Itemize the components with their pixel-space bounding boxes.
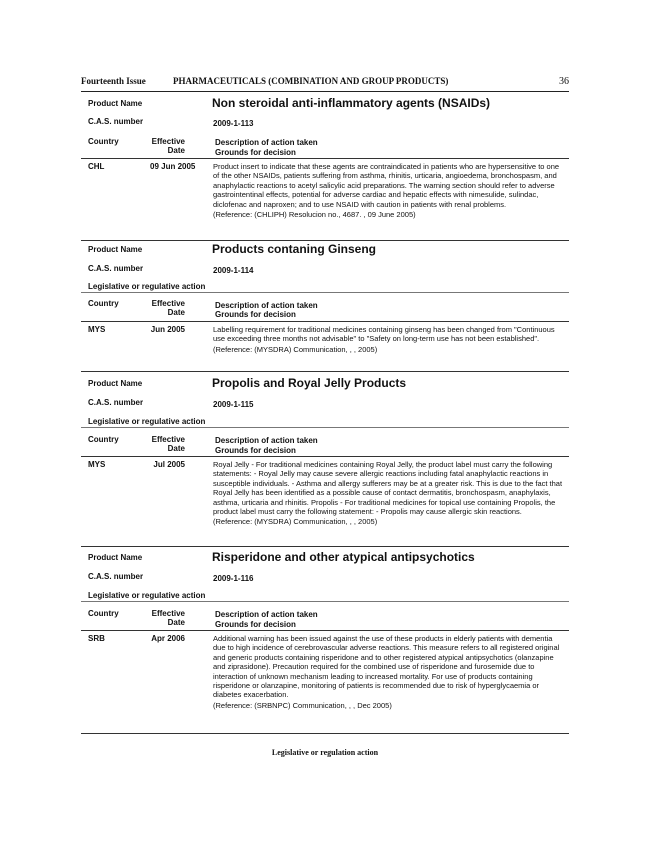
grounds-column-header: Grounds for decision [215,148,296,157]
description-column-header: Description of action taken [215,301,318,310]
description-text: Product insert to indicate that these agents are contraindicated in patients who are hypersensitive to one of the other NSAIDs, patients suffering from asthma, rhinitis, urticaria, angioedema, bronchospasm, and anaphylactic reactions to acetyl salicylic acid preparations. The warning section should refer to adverse gastrointentinal effects, potential for adverse cardiac and hepatic effects with nimesulide, sulindac, diclofenac and naproxen; and to use NSAID with caution in patients with renal problems. [213,162,560,209]
cas-number-label: C.A.S. number [88,572,144,581]
legislative-action-label: Legislative or regulative action [88,417,206,426]
legislative-action-label: Legislative or regulative action [88,591,206,600]
reference-text: (Reference: (CHLIPH) Resolucion no., 4687. , 09 June 2005) [213,210,416,220]
country-column-header: Country [88,137,119,146]
description-column-header: Description of action taken [215,610,318,619]
country-column-header: Country [88,435,119,444]
action-description [213,162,565,219]
action-country: CHL [88,162,105,171]
product-name-label: Product Name [88,553,143,562]
action-description [213,634,565,710]
action-country: SRB [88,634,105,643]
page-number: 36 [559,76,569,87]
date-column-header: Date [167,308,185,317]
section-divider [81,371,569,372]
cas-number: 2009-1-113 [213,119,254,128]
description-column-header: Description of action taken [215,138,318,147]
description-text: Royal Jelly - For traditional medicines containing Royal Jelly, the product label must carry the following statements: - Royal Jelly may cause severe allergic reactions including fatal anaphylactic reactions in susceptible individuals. - Asthma and allergy sufferers may be at a greater risk. This is due to the fact that Royal Jelly has been identified as a possible cause of contact dermatitis, bronchospasm, anaphylaxis, asthma, urticaria and rhinitis. Propolis - For traditional medicines for topical use containing Propolis, the product label must carry the following statement: - Propolis may cause allergic skin reactions. [213,460,563,517]
document-title: PHARMACEUTICALS (COMBINATION AND GROUP PRODUCTS) [173,76,449,86]
cas-number: 2009-1-116 [213,574,254,583]
effective-column-header: Effective [151,137,185,146]
action-description [213,325,565,354]
action-country: MYS [88,460,106,469]
legislative-divider [81,292,569,293]
product-name: Risperidone and other atypical antipsychotics [212,550,475,564]
product-name: Propolis and Royal Jelly Products [212,376,407,390]
cas-number: 2009-1-115 [213,400,254,409]
action-country: MYS [88,325,106,334]
cas-number: 2009-1-114 [213,266,254,275]
column-header-divider [81,321,569,322]
issue-label: Fourteenth Issue [81,76,146,86]
page-header [81,76,569,90]
product-name-label: Product Name [88,379,143,388]
date-column-header: Date [167,146,185,155]
section-divider [81,546,569,547]
description-text: Labelling requirement for traditional medicines containing ginseng has been changed from "Continuous use exceeding three months not advisable" to "Safety on long-term use has not been established". [213,325,555,344]
country-column-header: Country [88,609,119,618]
column-header-divider [81,456,569,457]
grounds-column-header: Grounds for decision [215,620,296,629]
country-column-header: Country [88,299,119,308]
column-header-divider [81,630,569,631]
action-description [213,460,565,527]
action-date: Jul 2005 [153,460,185,469]
reference-text: (Reference: (MYSDRA) Communication, , , 2005) [213,344,378,354]
effective-column-header: Effective [151,299,185,308]
description-text: Additional warning has been issued against the use of these products in elderly patients with dementia due to high incidence of cerebrovascular adverse reactions. This measure refers to all registered original and generic products containing risperidone and to other registered atypical antipsychotics (olanzapine and ziprasidone). Precaution required for the combined use of risperidone and furosemide due to interaction of unknown mechanism leading to increased mortality. For use of products containing risperidone or olanzapine, monitoring of patients is recommended due to risk of hyperglycaemia or diabetes exacerbation. [213,634,560,700]
action-date: Jun 2005 [150,325,185,334]
description-column-header: Description of action taken [215,436,318,445]
cas-number-label: C.A.S. number [88,117,144,126]
page-footer: Legislative or regulation action [271,748,379,757]
legislative-action-label: Legislative or regulative action [88,282,206,291]
grounds-column-header: Grounds for decision [215,446,296,455]
product-name: Non steroidal anti-inflammatory agents (NSAIDs) [212,96,491,110]
grounds-column-header: Grounds for decision [215,310,296,319]
section-divider [81,240,569,241]
legislative-divider [81,601,569,602]
product-name-label: Product Name [88,245,143,254]
product-name-label: Product Name [88,99,143,108]
product-name: Products contaning Ginseng [212,242,377,256]
date-column-header: Date [167,444,185,453]
effective-column-header: Effective [151,435,185,444]
header-divider [81,91,569,92]
section-divider [81,733,569,734]
date-column-header: Date [167,618,185,627]
reference-text: (Reference: (MYSDRA) Communication, , , 2005) [213,517,378,527]
column-header-divider [81,158,569,159]
cas-number-label: C.A.S. number [88,398,144,407]
action-date: Apr 2006 [151,634,185,643]
legislative-divider [81,427,569,428]
reference-text: (Reference: (SRBNPC) Communication, , , Dec 2005) [213,700,392,710]
effective-column-header: Effective [151,609,185,618]
action-date: 09 Jun 2005 [150,162,196,171]
cas-number-label: C.A.S. number [88,264,144,273]
